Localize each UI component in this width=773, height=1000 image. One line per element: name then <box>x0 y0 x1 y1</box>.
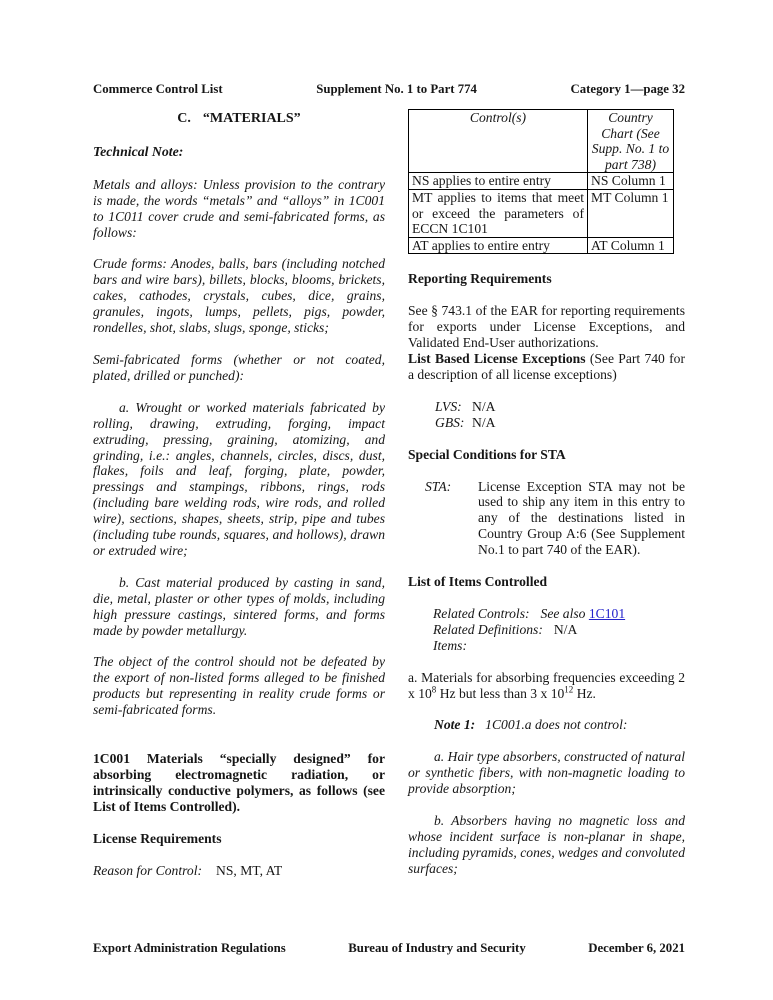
item-a-part2: Hz but less than 3 x 10 <box>436 685 565 701</box>
table-cell-mt-control: MT applies to items that meet or exceed the parameters of ECCN 1C101 <box>409 189 588 237</box>
note-1-label: Note 1: <box>434 717 476 733</box>
section-heading <box>93 111 385 127</box>
table-cell-at-column: AT Column 1 <box>588 237 674 254</box>
list-based-license-exceptions <box>408 351 685 383</box>
section-letter: C. <box>177 111 191 126</box>
items-label: Items: <box>433 637 467 653</box>
table-header-country-chart: Country Chart (See Supp. No. 1 to part 738) <box>588 110 674 173</box>
table-cell-ns-column: NS Column 1 <box>588 173 674 190</box>
page-footer <box>93 941 685 955</box>
lvs-label: LVS: <box>435 398 462 414</box>
table-row-at <box>409 237 674 254</box>
related-controls-line <box>433 606 685 622</box>
list-based-label: List Based License Exceptions <box>408 350 586 366</box>
related-controls-1c101-link[interactable]: 1C101 <box>588 605 626 621</box>
item-a-exponent-12: 12 <box>564 684 574 695</box>
item-a-paragraph <box>408 670 685 702</box>
note-1-sub-a: a. Hair type absorbers, constructed of natural or synthetic fibers, with non-magnetic loading to provide absorption; <box>408 749 685 797</box>
technical-note-label: Technical Note: <box>93 143 184 159</box>
section-title: “MATERIALS” <box>202 111 301 126</box>
paragraph-cast-material: b. Cast material produced by casting in sand, die, metal, plaster or other types of molds, including high pressure castings, sintered forms, and forms made by powder metallurgy. <box>93 574 385 638</box>
items-label-line <box>433 638 685 654</box>
reason-for-control-line <box>93 863 385 879</box>
sta-text: License Exception STA may not be used to ship any item in this entry to any of the destinations listed in Country Group A:6 (See Supplement No.1 to part 740 of the EAR). <box>478 478 685 558</box>
page-header <box>93 82 685 96</box>
reason-for-control-value: NS, MT, AT <box>216 862 283 878</box>
license-requirements-heading: License Requirements <box>93 830 222 846</box>
special-conditions-sta-heading: Special Conditions for STA <box>408 446 566 462</box>
license-exception-gbs <box>435 415 685 431</box>
lvs-value: N/A <box>472 398 496 414</box>
item-a-part1: a. Materials for absorbing frequencies exceeding 2 x 10 <box>408 669 685 701</box>
header-center-title: Supplement No. 1 to Part 774 <box>316 82 477 96</box>
right-column <box>408 106 685 893</box>
eccn-1c001-heading: 1C001 Materials “specially designed” for absorbing electromagnetic radiation, or intrinsically conductive polymers, as follows (see List of Items Controlled). <box>93 751 385 814</box>
sta-label: STA: <box>425 478 452 494</box>
table-cell-at-control: AT applies to entire entry <box>409 237 588 254</box>
reporting-requirements-text: See § 743.1 of the EAR for reporting requirements for exports under License Exceptions, and Validated End-User authorizations. <box>408 303 685 351</box>
related-block <box>408 606 685 654</box>
sta-paragraph <box>408 479 685 559</box>
related-definitions-line <box>433 622 685 638</box>
footer-center-title: Bureau of Industry and Security <box>348 941 526 955</box>
footer-left-title: Export Administration Regulations <box>93 941 286 955</box>
list-based-rest: (See Part 740 for a description of all license exceptions) <box>408 350 685 382</box>
item-a-part3: Hz. <box>573 685 596 701</box>
paragraph-metals-and-alloys: Metals and alloys: Unless provision to the contrary is made, the words “metals” and “alloys” in 1C001 to 1C011 cover crude and semi-fabricated forms, as follows: <box>93 176 385 240</box>
gbs-value: N/A <box>472 414 496 430</box>
related-definitions-value: N/A <box>553 621 578 637</box>
note-1-text: 1C001.a does not control: <box>485 717 628 733</box>
table-header-row <box>409 110 674 173</box>
table-cell-ns-control: NS applies to entire entry <box>409 173 588 190</box>
item-a-exponent-8: 8 <box>431 684 437 695</box>
note-1-line <box>434 717 685 733</box>
paragraph-object-of-control: The object of the control should not be defeated by the export of non-listed forms alleged to be finished products but representing in reality crude forms or semi-fabricated forms. <box>93 654 385 718</box>
control-country-chart-table <box>408 109 674 254</box>
related-controls-label: Related Controls: <box>433 605 530 621</box>
table-header-controls: Control(s) <box>409 110 588 173</box>
license-exceptions-block <box>408 399 685 431</box>
reporting-requirements-heading: Reporting Requirements <box>408 271 552 287</box>
paragraph-wrought-materials: a. Wrought or worked materials fabricated by rolling, drawing, extruding, forging, impact extruding, pressing, graining, atomizing, and grinding, i.e.: angles, channels, circles, discs, dust, flakes, foils and leaf, forging, plate, powder, pressings and stampings, ribbons, rings, rods (including bare welding rods, wire rods, and rolled wire), sections, shapes, sheets, strip, pipe and tubes (including tube rounds, squares, and hollows), drawn or extruded wire; <box>93 399 385 558</box>
header-left-title: Commerce Control List <box>93 82 223 96</box>
paragraph-crude-forms: Crude forms: Anodes, balls, bars (including notched bars and wire bars), billets, blocks, blooms, brickets, cakes, cathodes, crystals, cubes, dice, grains, granules, ingots, lumps, pellets, pigs, powder, rondelles, shot, slabs, slugs, sponge, sticks; <box>93 256 385 336</box>
reason-for-control-label: Reason for Control: <box>93 862 203 878</box>
gbs-label: GBS: <box>435 414 465 430</box>
table-cell-mt-column: MT Column 1 <box>588 189 674 237</box>
related-controls-text: See also <box>540 605 589 621</box>
related-definitions-label: Related Definitions: <box>433 621 543 637</box>
note-1-sub-b: b. Absorbers having no magnetic loss and whose incident surface is non-planar in shape, including pyramids, cones, wedges and convoluted surfaces; <box>408 813 685 876</box>
header-page-number: Category 1—page 32 <box>570 82 685 96</box>
table-row-ns <box>409 173 674 190</box>
paragraph-semi-fabricated: Semi-fabricated forms (whether or not coated, plated, drilled or punched): <box>93 351 385 383</box>
left-column <box>93 106 385 879</box>
table-row-mt <box>409 189 674 237</box>
list-of-items-controlled-heading: List of Items Controlled <box>408 574 548 590</box>
footer-date: December 6, 2021 <box>588 941 685 955</box>
license-exception-lvs <box>435 399 685 415</box>
